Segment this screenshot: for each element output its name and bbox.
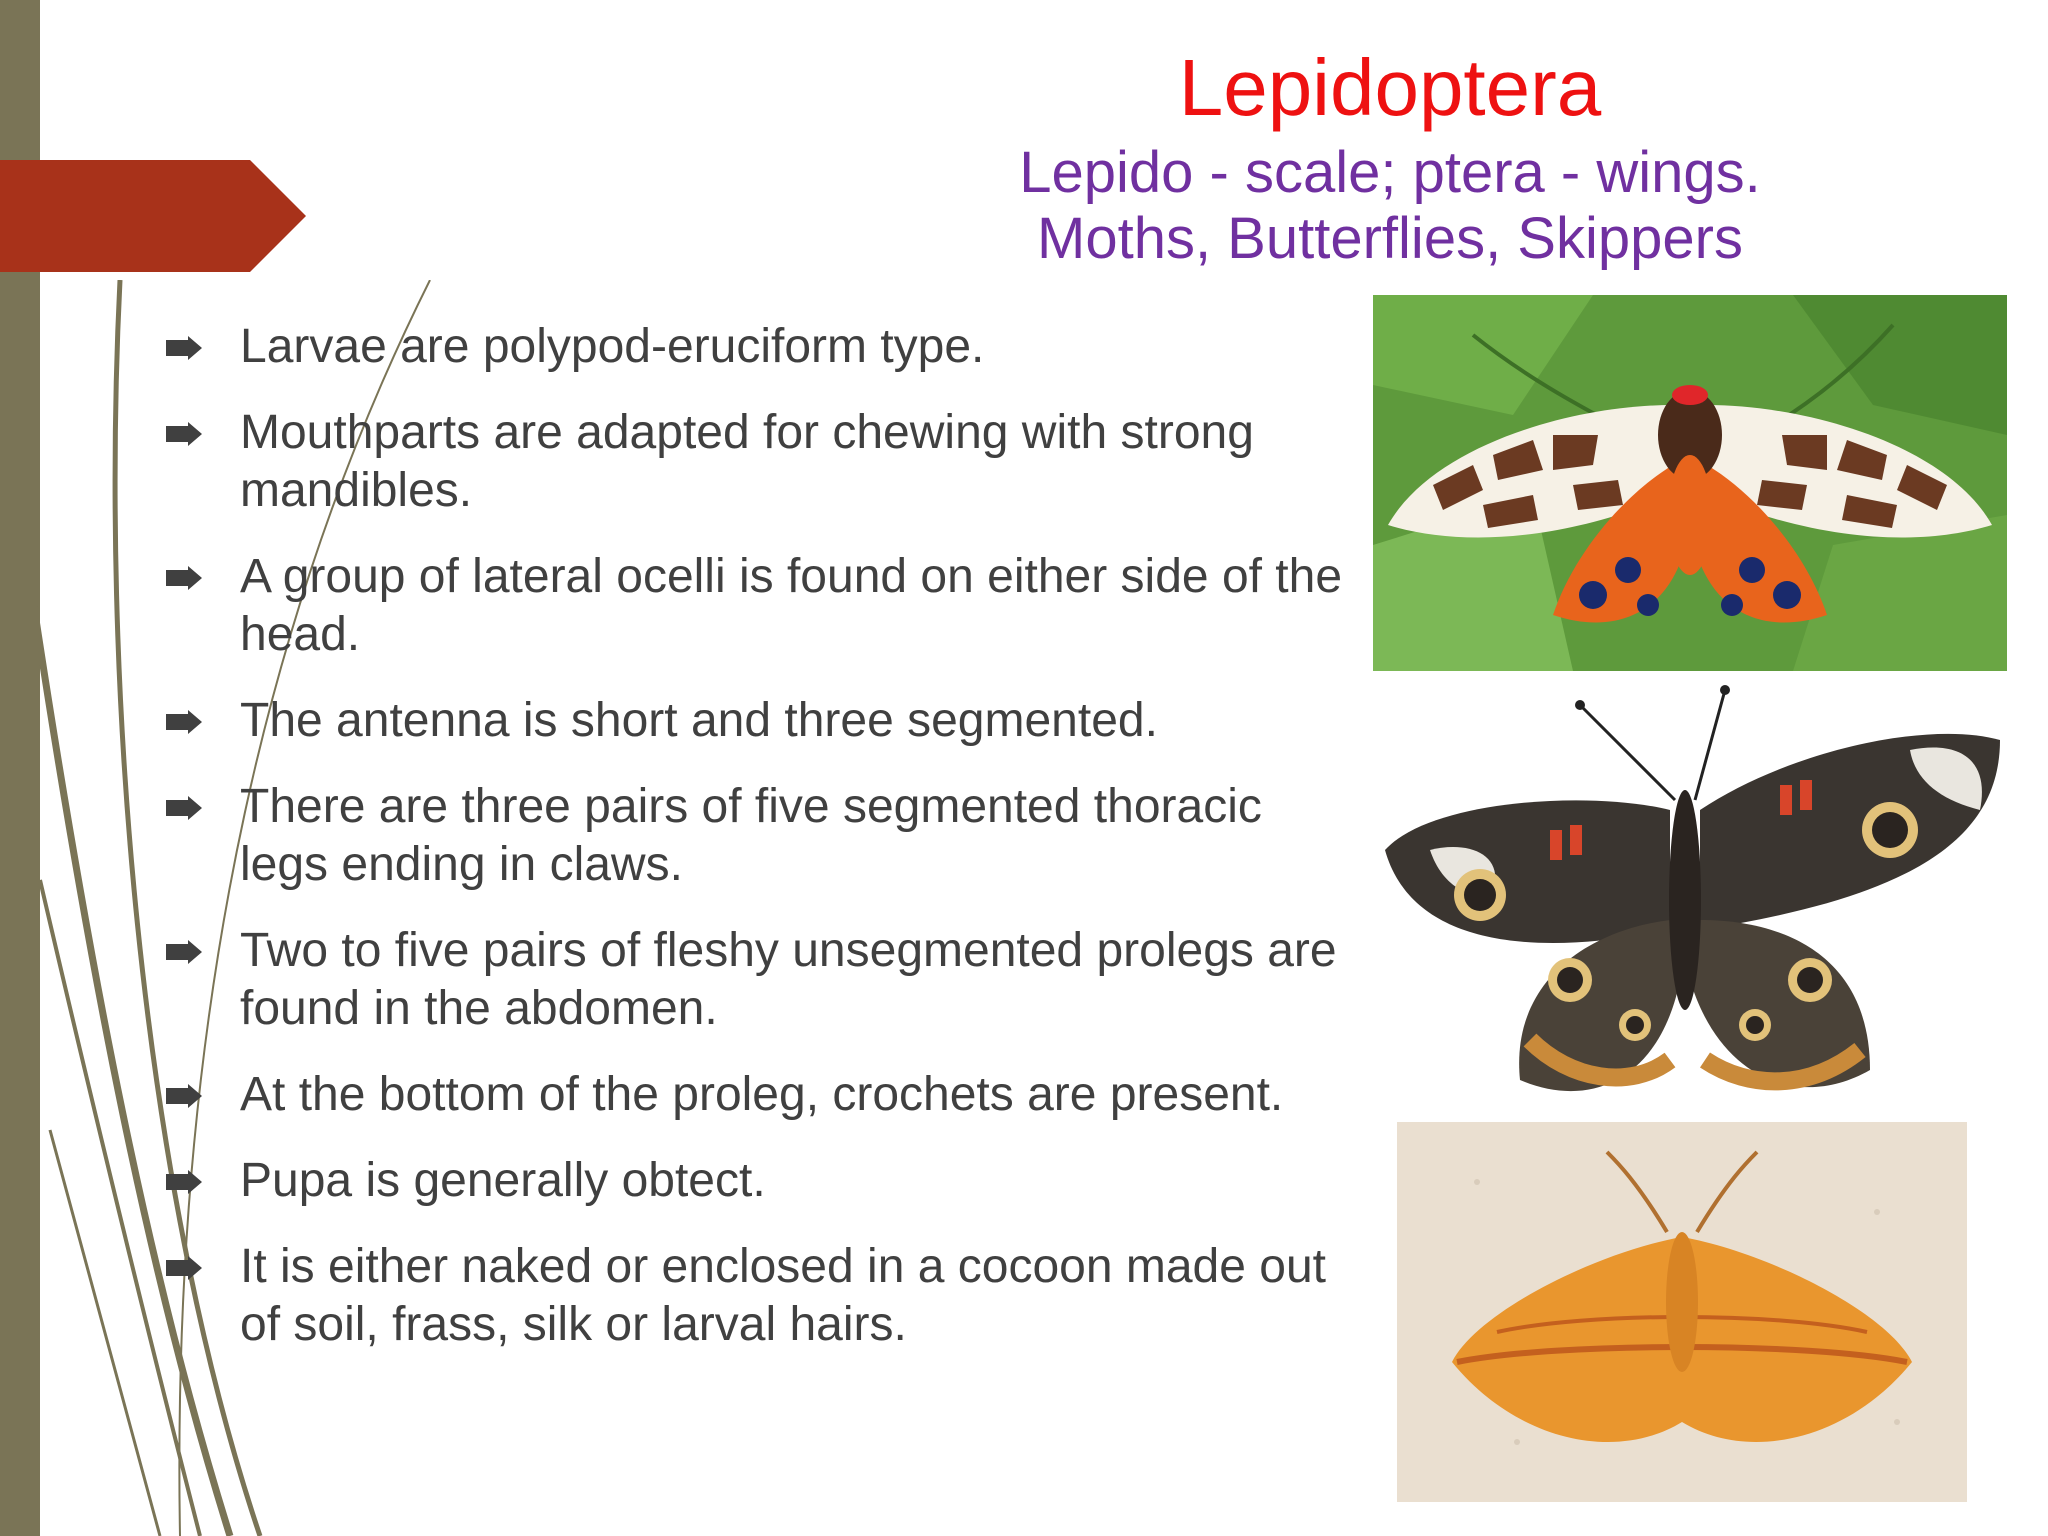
arrow-bullet-icon: [166, 336, 202, 360]
bullet-text: Larvae are polypod-eruciform type.: [240, 320, 985, 373]
slide-subtitle: [900, 140, 1880, 272]
tiger-moth-photo: [1373, 295, 2007, 671]
subtitle-line-1: Lepido - scale; ptera - wings.: [1019, 140, 1761, 205]
bullet-list: [160, 318, 1350, 1382]
bullet-text: A group of lateral ocelli is found on either side of the head.: [240, 550, 1343, 661]
arrow-bullet-icon: [166, 422, 202, 446]
bullet-item: [160, 1066, 1350, 1124]
slide-title: Lepidoptera: [1178, 43, 1602, 132]
bullet-item: [160, 1152, 1350, 1210]
bullet-text: It is either naked or enclosed in a cocoon made out of soil, frass, silk or larval hairs.: [240, 1240, 1326, 1351]
arrow-tab-decoration: [0, 160, 306, 272]
bullet-item: [160, 318, 1350, 376]
arrow-bullet-icon: [166, 1084, 202, 1108]
buckeye-butterfly-photo: [1370, 680, 2010, 1120]
bullet-text: At the bottom of the proleg, crochets are present.: [240, 1068, 1284, 1121]
bullet-text: Pupa is generally obtect.: [240, 1154, 766, 1207]
bullet-text: There are three pairs of five segmented thoracic legs ending in claws.: [240, 780, 1262, 891]
orange-moth-photo: [1397, 1122, 1967, 1502]
arrow-bullet-icon: [166, 796, 202, 820]
arrow-bullet-icon: [166, 566, 202, 590]
subtitle-line-2: Moths, Butterflies, Skippers: [1037, 206, 1743, 271]
bullet-item: [160, 692, 1350, 750]
bullet-item: [160, 922, 1350, 1038]
bullet-item: [160, 1238, 1350, 1354]
arrow-bullet-icon: [166, 1256, 202, 1280]
bullet-text: Two to five pairs of fleshy unsegmented prolegs are found in the abdomen.: [240, 924, 1337, 1035]
arrow-bullet-icon: [166, 710, 202, 734]
bullet-item: [160, 778, 1350, 894]
bullet-item: [160, 548, 1350, 664]
arrow-bullet-icon: [166, 1170, 202, 1194]
bullet-item: [160, 404, 1350, 520]
arrow-bullet-icon: [166, 940, 202, 964]
bullet-text: The antenna is short and three segmented.: [240, 694, 1158, 747]
bullet-text: Mouthparts are adapted for chewing with strong mandibles.: [240, 406, 1254, 517]
